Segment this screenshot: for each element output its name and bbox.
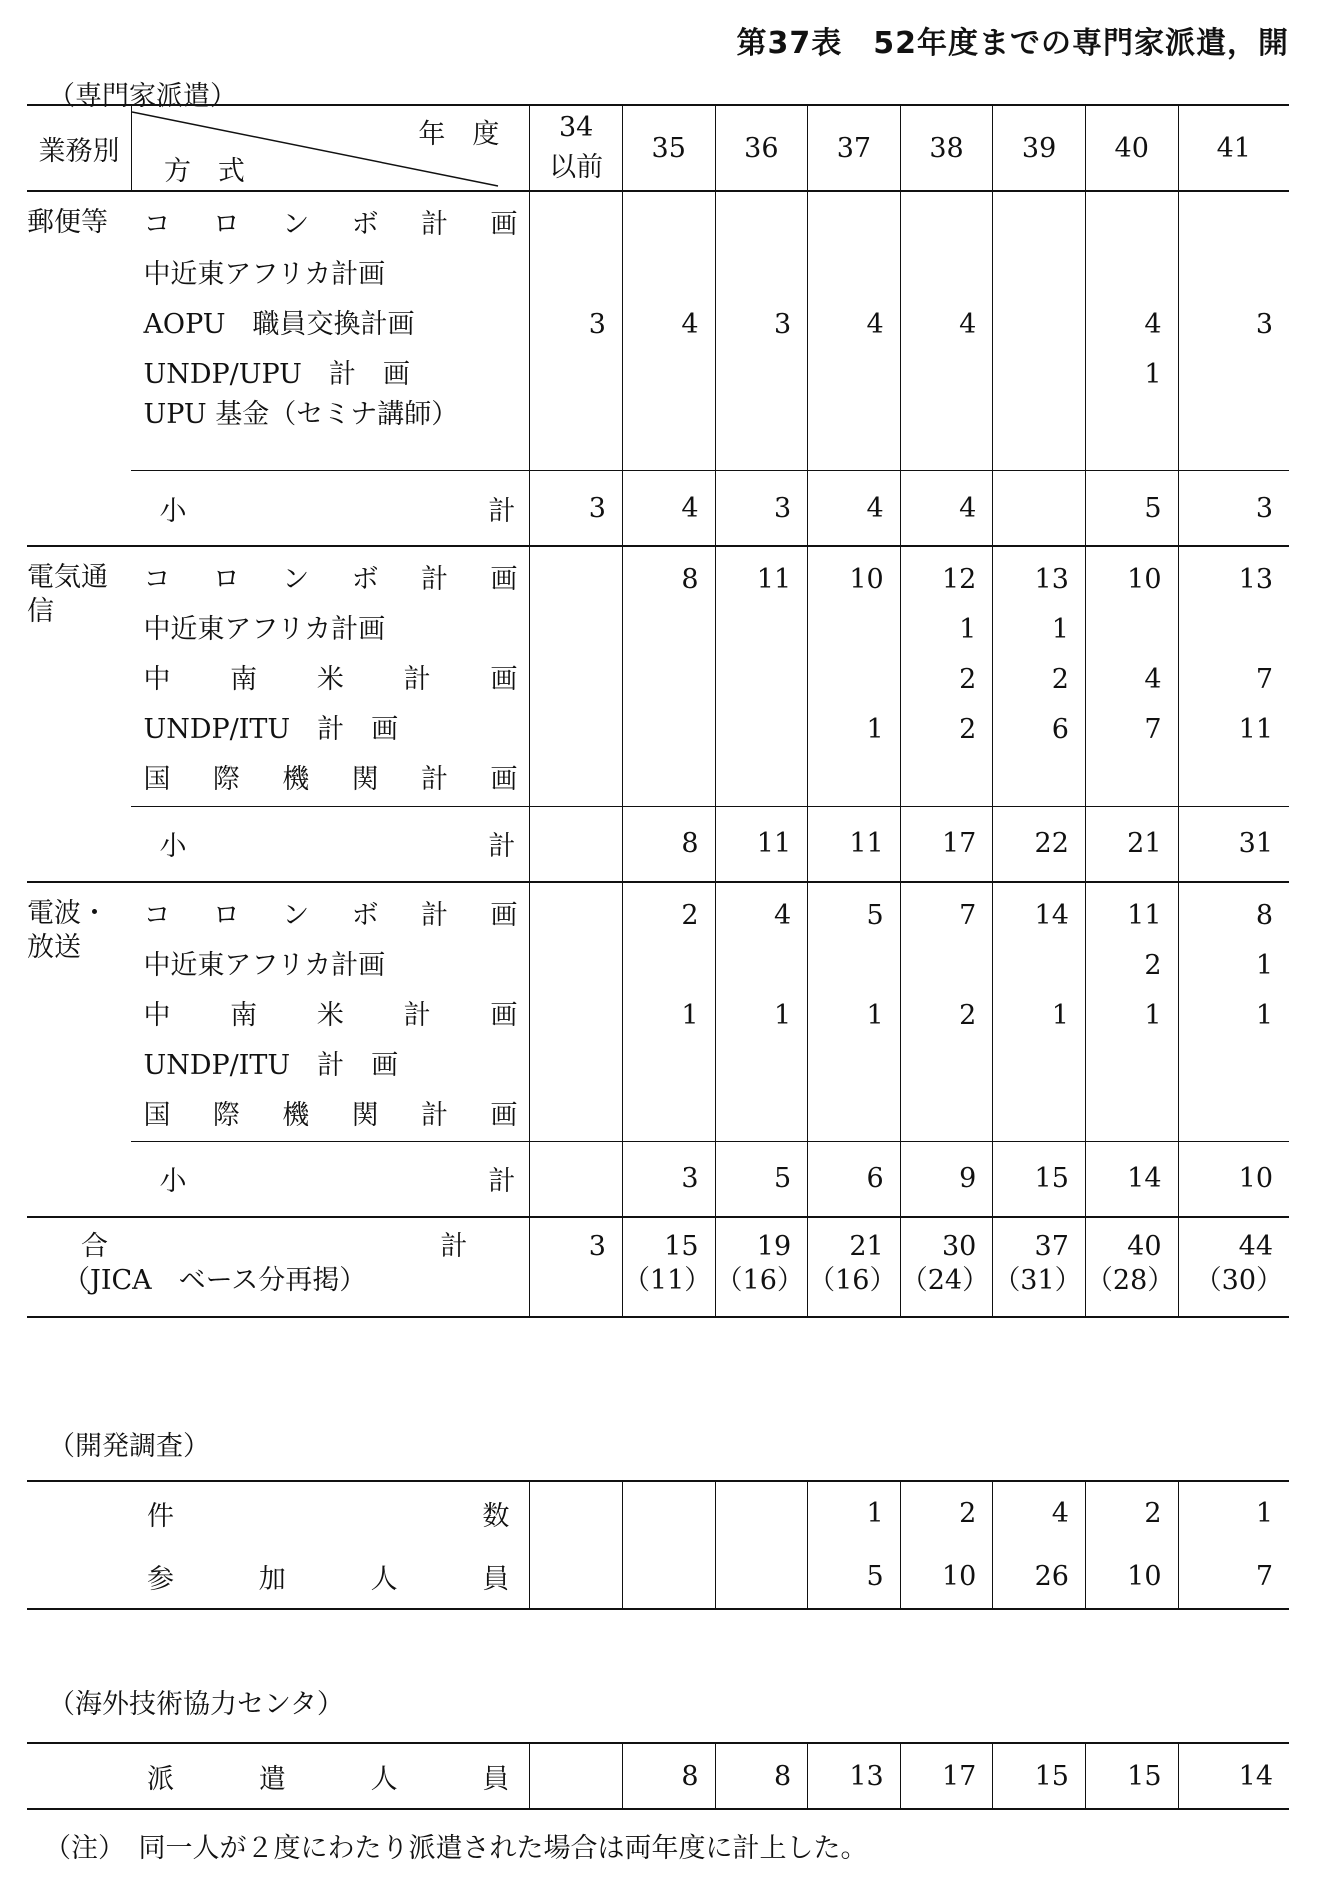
header-category: 業務別 xyxy=(27,105,131,191)
survey-row-participants xyxy=(27,1545,1289,1609)
survey-participants-6: 10 xyxy=(1085,1545,1178,1609)
center-value-2: 8 xyxy=(715,1743,808,1809)
methods-telecom xyxy=(131,546,529,806)
survey-participants-4: 10 xyxy=(900,1545,993,1609)
header-year-3: 37 xyxy=(808,105,901,191)
survey-count-6: 2 xyxy=(1085,1481,1178,1545)
subtotal-row-radio xyxy=(27,1141,1289,1217)
survey-label-participants: 参 加 人 員 xyxy=(27,1545,530,1609)
header-year-0-bottom: 以前 xyxy=(549,152,604,183)
subtotal-telecom-3: 11 xyxy=(808,806,901,882)
subtotal-telecom-4: 17 xyxy=(900,806,993,882)
method-postal-3: UNDP/UPU 計 画 xyxy=(143,359,410,390)
subtotal-telecom-2: 11 xyxy=(715,806,808,882)
subtotal-label-postal: 小 計 xyxy=(131,471,529,547)
cells-telecom-col-3: 10 1 xyxy=(808,546,901,806)
header-year-4: 38 xyxy=(900,105,993,191)
subtotal-telecom-1: 8 xyxy=(622,806,715,882)
subtotal-telecom-6: 21 xyxy=(1085,806,1178,882)
category-telecom: 電気通信 xyxy=(27,562,108,627)
cells-radio-col-0 xyxy=(530,882,623,1142)
cells-radio-col-6: 11 2 1 xyxy=(1085,882,1178,1142)
subtotal-postal-1: 4 xyxy=(622,471,715,547)
subtotal-postal-4: 4 xyxy=(900,471,993,547)
survey-count-2 xyxy=(715,1481,808,1545)
subtotal-row-telecom xyxy=(27,806,1289,882)
cells-postal-col-7: 3 xyxy=(1178,191,1289,471)
table-title: 第37表 52年度までの専門家派遣，開 xyxy=(736,26,1289,61)
survey-count-5: 4 xyxy=(993,1481,1086,1545)
total-col-1: 15 （11） xyxy=(622,1217,715,1317)
subtotal-radio-5: 15 xyxy=(993,1141,1086,1217)
subtotal-telecom-7: 31 xyxy=(1178,806,1289,882)
cells-postal-col-5 xyxy=(993,191,1086,471)
cells-postal-col-0: 3 xyxy=(530,191,623,471)
center-table xyxy=(27,1742,1289,1810)
cells-telecom-col-6: 10 4 7 xyxy=(1085,546,1178,806)
center-value-0 xyxy=(530,1743,623,1809)
survey-label-count: 件 数 xyxy=(147,1501,510,1532)
subtotal-radio-0 xyxy=(530,1141,623,1217)
header-year-label: 年 度 xyxy=(418,119,500,150)
header-year-0-top: 34 xyxy=(558,112,594,143)
cells-postal-col-3: 4 xyxy=(808,191,901,471)
subtotal-radio-1: 3 xyxy=(622,1141,715,1217)
subtotal-postal-3: 4 xyxy=(808,471,901,547)
cells-telecom-col-4: 12 1 2 2 xyxy=(900,546,993,806)
survey-participants-3: 5 xyxy=(808,1545,901,1609)
cells-radio-col-1: 2 1 xyxy=(622,882,715,1142)
survey-count-7: 1 xyxy=(1178,1481,1289,1545)
cells-telecom-col-5: 13 1 2 6 xyxy=(993,546,1086,806)
total-col-3: 21 （16） xyxy=(808,1217,901,1317)
method-radio-3: UNDP/ITU 計 画 xyxy=(143,1049,399,1081)
cells-radio-col-7: 8 1 1 xyxy=(1178,882,1289,1142)
cells-telecom-col-7: 13 7 11 xyxy=(1178,546,1289,806)
total-row xyxy=(27,1217,1289,1317)
methods-postal xyxy=(131,191,529,471)
expert-dispatch-table xyxy=(27,104,1289,1318)
header-row xyxy=(27,105,1289,191)
center-value-1: 8 xyxy=(622,1743,715,1809)
subtotal-label-radio: 小 計 xyxy=(131,1141,529,1217)
survey-participants-0 xyxy=(530,1545,623,1609)
group-radio-body xyxy=(27,882,1289,1142)
subtotal-label-telecom: 小 計 xyxy=(131,806,529,882)
survey-participants-5: 26 xyxy=(993,1545,1086,1609)
subtotal-radio-4: 9 xyxy=(900,1141,993,1217)
method-postal-2: AOPU 職員交換計画 xyxy=(143,309,415,340)
method-radio-1: 中近東アフリカ計画 xyxy=(143,949,386,981)
survey-row-count xyxy=(27,1481,1289,1545)
total-col-7: 44 （30） xyxy=(1178,1217,1289,1317)
survey-table xyxy=(27,1480,1289,1610)
center-value-6: 15 xyxy=(1085,1743,1178,1809)
total-col-2: 19 （16） xyxy=(715,1217,808,1317)
survey-participants-7: 7 xyxy=(1178,1545,1289,1609)
subtotal-radio-3: 6 xyxy=(808,1141,901,1217)
section-label-survey: （開発調査） xyxy=(48,1431,210,1462)
cells-telecom-col-0 xyxy=(530,546,623,806)
center-value-4: 17 xyxy=(900,1743,993,1809)
header-year-5: 39 xyxy=(993,105,1086,191)
subtotal-postal-6: 5 xyxy=(1085,471,1178,547)
center-value-5: 15 xyxy=(993,1743,1086,1809)
center-label: 派 遣 人 員 xyxy=(27,1743,530,1809)
cells-telecom-col-1: 8 xyxy=(622,546,715,806)
cells-telecom-col-2: 11 xyxy=(715,546,808,806)
method-telecom-4: 国 際 機 関 計 画 xyxy=(143,764,518,795)
method-postal-4: UPU 基金（セミナ講師） xyxy=(143,399,459,430)
total-col-5: 37 （31） xyxy=(993,1217,1086,1317)
header-year-6: 40 xyxy=(1085,105,1178,191)
method-telecom-1: 中近東アフリカ計画 xyxy=(143,614,386,645)
method-telecom-2: 中 南 米 計 画 xyxy=(143,664,518,695)
section-label-expert: （専門家派遣） xyxy=(48,81,237,112)
category-radio: 電波・放送 xyxy=(27,897,108,963)
cells-postal-col-1: 4 xyxy=(622,191,715,471)
subtotal-postal-7: 3 xyxy=(1178,471,1289,547)
total-col-0: 3 xyxy=(530,1217,623,1317)
center-row-dispatched xyxy=(27,1743,1289,1809)
header-year-1: 35 xyxy=(622,105,715,191)
category-postal: 郵便等 xyxy=(27,207,108,238)
method-radio-4: 国 際 機 関 計 画 xyxy=(143,1099,518,1131)
survey-count-4: 2 xyxy=(900,1481,993,1545)
header-year-2: 36 xyxy=(715,105,808,191)
method-postal-1: 中近東アフリカ計画 xyxy=(143,259,386,290)
survey-participants-1 xyxy=(622,1545,715,1609)
cells-radio-col-4: 7 2 xyxy=(900,882,993,1142)
subtotal-row-postal xyxy=(27,471,1289,547)
footnote: （注） 同一人が２度にわたり派遣された場合は両年度に計上した。 xyxy=(44,1833,868,1864)
center-value-3: 13 xyxy=(808,1743,901,1809)
header-year-0 xyxy=(530,105,623,191)
total-col-4: 30 （24） xyxy=(900,1217,993,1317)
survey-count-1 xyxy=(622,1481,715,1545)
subtotal-telecom-5: 22 xyxy=(993,806,1086,882)
group-telecom-body xyxy=(27,546,1289,806)
section-label-center: （海外技術協力センタ） xyxy=(48,1689,344,1720)
subtotal-postal-5 xyxy=(993,471,1086,547)
group-postal-body xyxy=(27,191,1289,471)
subtotal-telecom-0 xyxy=(530,806,623,882)
cells-postal-col-4: 4 xyxy=(900,191,993,471)
subtotal-radio-6: 14 xyxy=(1085,1141,1178,1217)
method-radio-2: 中 南 米 計 画 xyxy=(143,999,518,1031)
method-postal-0: コ ロ ン ボ 計 画 xyxy=(143,209,518,240)
header-method-label: 方 式 xyxy=(163,156,245,187)
subtotal-postal-0: 3 xyxy=(530,471,623,547)
total-col-6: 40 （28） xyxy=(1085,1217,1178,1317)
cells-postal-col-6: 4 1 xyxy=(1085,191,1178,471)
header-year-7: 41 xyxy=(1178,105,1289,191)
cells-radio-col-5: 14 1 xyxy=(993,882,1086,1142)
cells-radio-col-2: 4 1 xyxy=(715,882,808,1142)
total-label: 合 計 （JICA ベース分再掲） xyxy=(27,1217,530,1317)
method-telecom-0: コ ロ ン ボ 計 画 xyxy=(143,564,518,595)
survey-participants-2 xyxy=(715,1545,808,1609)
survey-count-3: 1 xyxy=(808,1481,901,1545)
cells-radio-col-3: 5 1 xyxy=(808,882,901,1142)
survey-count-0 xyxy=(530,1481,623,1545)
subtotal-radio-2: 5 xyxy=(715,1141,808,1217)
method-radio-0: コ ロ ン ボ 計 画 xyxy=(143,899,518,931)
center-value-7: 14 xyxy=(1178,1743,1289,1809)
subtotal-radio-7: 10 xyxy=(1178,1141,1289,1217)
cells-postal-col-2: 3 xyxy=(715,191,808,471)
subtotal-postal-2: 3 xyxy=(715,471,808,547)
header-diagonal-cell xyxy=(131,105,529,191)
method-telecom-3: UNDP/ITU 計 画 xyxy=(143,714,399,745)
methods-radio xyxy=(131,882,529,1142)
